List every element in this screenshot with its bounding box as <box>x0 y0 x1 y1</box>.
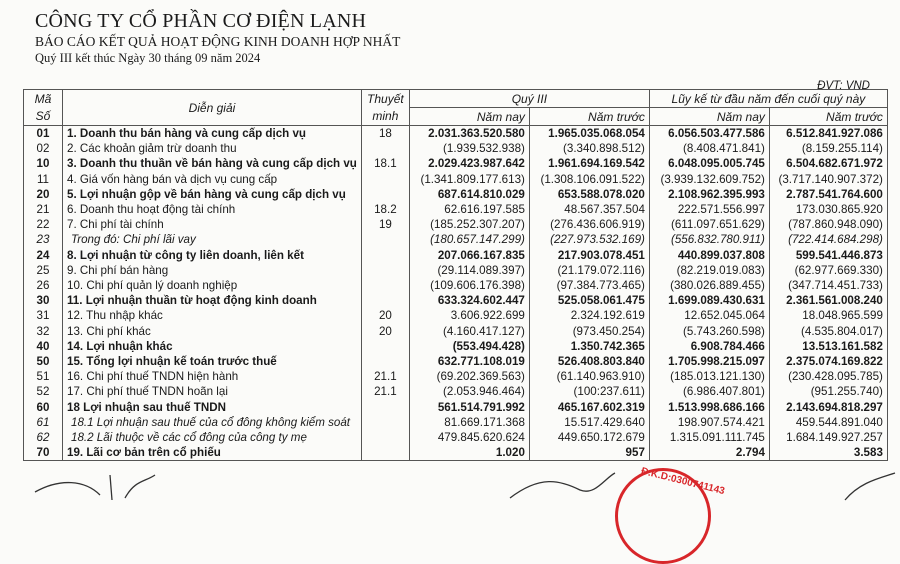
quarter-this-year-value: 81.669.171.368 <box>409 415 529 430</box>
table-row <box>24 354 888 369</box>
ytd-this-year-value: 6.056.503.477.586 <box>649 126 769 142</box>
row-label: 3. Doanh thu thuần về bán hàng và cung cấp dịch vụ <box>63 156 362 171</box>
quarter-last-year-value: (97.384.773.465) <box>529 278 649 293</box>
ytd-this-year-value: (8.408.471.841) <box>649 141 769 156</box>
row-label: Trong đó: Chi phí lãi vay <box>63 232 362 247</box>
quarter-this-year-value: (2.053.946.464) <box>409 384 529 399</box>
ytd-this-year-value: (556.832.780.911) <box>649 232 769 247</box>
quarter-this-year-value: 3.606.922.699 <box>409 308 529 323</box>
table-row <box>24 430 888 445</box>
row-label: 2. Các khoản giảm trừ doanh thu <box>63 141 362 156</box>
quarter-last-year-value: 957 <box>529 445 649 461</box>
row-note <box>361 400 409 415</box>
income-statement-table <box>23 89 888 461</box>
quarter-this-year-value: (185.252.307.207) <box>409 217 529 232</box>
row-note <box>361 339 409 354</box>
ytd-this-year-value: 198.907.574.421 <box>649 415 769 430</box>
table-row <box>24 369 888 384</box>
ytd-last-year-value: 6.512.841.927.086 <box>769 126 887 142</box>
table-row <box>24 232 888 247</box>
row-code: 26 <box>24 278 63 293</box>
row-label: 10. Chi phí quản lý doanh nghiệp <box>63 278 362 293</box>
row-code: 22 <box>24 217 63 232</box>
header-quarter-this-year: Năm nay <box>409 108 529 126</box>
row-label: 4. Giá vốn hàng bán và dịch vụ cung cấp <box>63 172 362 187</box>
header-code: Mã Số <box>24 90 63 126</box>
row-note <box>361 248 409 263</box>
signature-right <box>840 470 900 501</box>
row-label: 8. Lợi nhuận từ công ty liên doanh, liên kết <box>63 248 362 263</box>
row-code: 25 <box>24 263 63 278</box>
ytd-this-year-value: 1.315.091.111.745 <box>649 430 769 445</box>
table-row <box>24 293 888 308</box>
quarter-this-year-value: 687.614.810.029 <box>409 187 529 202</box>
table-row <box>24 278 888 293</box>
ytd-this-year-value: (185.013.121.130) <box>649 369 769 384</box>
ytd-last-year-value: 459.544.891.040 <box>769 415 887 430</box>
ytd-this-year-value: (6.986.407.801) <box>649 384 769 399</box>
header-ytd: Lũy kế từ đầu năm đến cuối quý này <box>649 90 887 108</box>
ytd-last-year-value: 599.541.446.873 <box>769 248 887 263</box>
table-row <box>24 156 888 171</box>
table-row <box>24 172 888 187</box>
ytd-this-year-value: (82.219.019.083) <box>649 263 769 278</box>
row-label: 18.2 Lãi thuộc về các cổ đông của công ty mẹ <box>63 430 362 445</box>
table-row <box>24 263 888 278</box>
row-label: 12. Thu nhập khác <box>63 308 362 323</box>
quarter-this-year-value: 62.616.197.585 <box>409 202 529 217</box>
ytd-this-year-value: (380.026.889.455) <box>649 278 769 293</box>
report-title: BÁO CÁO KẾT QUẢ HOẠT ĐỘNG KINH DOANH HỢP NHẤT <box>35 34 401 49</box>
header-ytd-last-year: Năm trước <box>769 108 887 126</box>
row-note <box>361 141 409 156</box>
row-note: 20 <box>361 308 409 323</box>
ytd-last-year-value: (722.414.684.298) <box>769 232 887 247</box>
quarter-last-year-value: (61.140.963.910) <box>529 369 649 384</box>
ytd-this-year-value: 2.794 <box>649 445 769 461</box>
quarter-last-year-value: 449.650.172.679 <box>529 430 649 445</box>
ytd-last-year-value: 2.375.074.169.822 <box>769 354 887 369</box>
ytd-last-year-value: 2.143.694.818.297 <box>769 400 887 415</box>
ytd-this-year-value: 1.705.998.215.097 <box>649 354 769 369</box>
ytd-this-year-value: 6.908.784.466 <box>649 339 769 354</box>
row-label: 13. Chi phí khác <box>63 324 362 339</box>
row-code: 60 <box>24 400 63 415</box>
row-label: 11. Lợi nhuận thuần từ hoạt động kinh doanh <box>63 293 362 308</box>
quarter-this-year-value: (29.114.089.397) <box>409 263 529 278</box>
row-code: 40 <box>24 339 63 354</box>
table-row <box>24 400 888 415</box>
quarter-this-year-value: (180.657.147.299) <box>409 232 529 247</box>
quarter-this-year-value: (69.202.369.563) <box>409 369 529 384</box>
ytd-last-year-value: (230.428.095.785) <box>769 369 887 384</box>
ytd-this-year-value: 12.652.045.064 <box>649 308 769 323</box>
row-label: 5. Lợi nhuận gộp về bán hàng và cung cấp dịch vụ <box>63 187 362 202</box>
row-note <box>361 172 409 187</box>
quarter-last-year-value: (100:237.611) <box>529 384 649 399</box>
ytd-this-year-value: 1.513.998.686.166 <box>649 400 769 415</box>
row-label: 18.1 Lợi nhuận sau thuế của cổ đông không kiểm soát <box>63 415 362 430</box>
quarter-this-year-value: 2.031.363.520.580 <box>409 126 529 142</box>
row-note: 18.2 <box>361 202 409 217</box>
table-row <box>24 445 888 461</box>
stamp-text: Đ.K.D:0300741143 <box>639 465 726 498</box>
currency-unit: ĐVT: VND <box>817 80 870 92</box>
row-label: 15. Tổng lợi nhuận kế toán trước thuế <box>63 354 362 369</box>
header-note: Thuyết minh <box>361 90 409 126</box>
row-label: 7. Chi phí tài chính <box>63 217 362 232</box>
quarter-this-year-value: (109.606.176.398) <box>409 278 529 293</box>
ytd-this-year-value: 6.048.095.005.745 <box>649 156 769 171</box>
row-label: 1. Doanh thu bán hàng và cung cấp dịch vụ <box>63 126 362 142</box>
row-code: 02 <box>24 141 63 156</box>
table-row <box>24 202 888 217</box>
row-note <box>361 187 409 202</box>
row-code: 11 <box>24 172 63 187</box>
quarter-this-year-value: (4.160.417.127) <box>409 324 529 339</box>
row-note: 18.1 <box>361 156 409 171</box>
quarter-last-year-value: (227.973.532.169) <box>529 232 649 247</box>
quarter-last-year-value: 217.903.078.451 <box>529 248 649 263</box>
quarter-this-year-value: 561.514.791.992 <box>409 400 529 415</box>
row-label: 6. Doanh thu hoạt động tài chính <box>63 202 362 217</box>
ytd-last-year-value: (787.860.948.090) <box>769 217 887 232</box>
row-code: 10 <box>24 156 63 171</box>
ytd-this-year-value: (611.097.651.629) <box>649 217 769 232</box>
quarter-last-year-value: (973.450.254) <box>529 324 649 339</box>
ytd-last-year-value: (8.159.255.114) <box>769 141 887 156</box>
row-note: 19 <box>361 217 409 232</box>
table-row <box>24 415 888 430</box>
row-label: 14. Lợi nhuận khác <box>63 339 362 354</box>
signature-left <box>30 470 170 501</box>
ytd-last-year-value: 13.513.161.582 <box>769 339 887 354</box>
ytd-last-year-value: 18.048.965.599 <box>769 308 887 323</box>
ytd-last-year-value: (4.535.804.017) <box>769 324 887 339</box>
row-note <box>361 445 409 461</box>
quarter-last-year-value: 15.517.429.640 <box>529 415 649 430</box>
row-label: 16. Chi phí thuế TNDN hiện hành <box>63 369 362 384</box>
table-row <box>24 384 888 399</box>
row-note <box>361 232 409 247</box>
table-row <box>24 339 888 354</box>
ytd-last-year-value: 1.684.149.927.257 <box>769 430 887 445</box>
row-note: 18 <box>361 126 409 142</box>
company-name: CÔNG TY CỔ PHẦN CƠ ĐIỆN LẠNH <box>35 10 367 32</box>
quarter-this-year-value: (553.494.428) <box>409 339 529 354</box>
ytd-last-year-value: 173.030.865.920 <box>769 202 887 217</box>
table-row <box>24 141 888 156</box>
row-label: 18 Lợi nhuận sau thuế TNDN <box>63 400 362 415</box>
header-quarter-last-year: Năm trước <box>529 108 649 126</box>
row-code: 32 <box>24 324 63 339</box>
table-row <box>24 126 888 142</box>
row-code: 21 <box>24 202 63 217</box>
row-code: 51 <box>24 369 63 384</box>
quarter-this-year-value: (1.341.809.177.613) <box>409 172 529 187</box>
quarter-last-year-value: (3.340.898.512) <box>529 141 649 156</box>
row-code: 24 <box>24 248 63 263</box>
row-note: 21.1 <box>361 369 409 384</box>
quarter-last-year-value: (1.308.106.091.522) <box>529 172 649 187</box>
row-note <box>361 263 409 278</box>
report-period: Quý III kết thúc Ngày 30 tháng 09 năm 2024 <box>35 51 261 65</box>
row-label: 19. Lãi cơ bản trên cổ phiếu <box>63 445 362 461</box>
ytd-last-year-value: 2.361.561.008.240 <box>769 293 887 308</box>
row-code: 01 <box>24 126 63 142</box>
table-row <box>24 187 888 202</box>
row-code: 52 <box>24 384 63 399</box>
quarter-this-year-value: 2.029.423.987.642 <box>409 156 529 171</box>
ytd-this-year-value: 2.108.962.395.993 <box>649 187 769 202</box>
quarter-last-year-value: 1.350.742.365 <box>529 339 649 354</box>
quarter-this-year-value: 632.771.108.019 <box>409 354 529 369</box>
row-code: 62 <box>24 430 63 445</box>
ytd-this-year-value: 440.899.037.808 <box>649 248 769 263</box>
ytd-this-year-value: 222.571.556.997 <box>649 202 769 217</box>
row-code: 20 <box>24 187 63 202</box>
row-note <box>361 293 409 308</box>
row-code: 31 <box>24 308 63 323</box>
quarter-this-year-value: 479.845.620.624 <box>409 430 529 445</box>
quarter-this-year-value: 633.324.602.447 <box>409 293 529 308</box>
row-note <box>361 430 409 445</box>
row-note <box>361 415 409 430</box>
ytd-last-year-value: (62.977.669.330) <box>769 263 887 278</box>
quarter-last-year-value: 48.567.357.504 <box>529 202 649 217</box>
row-code: 61 <box>24 415 63 430</box>
ytd-this-year-value: (3.939.132.609.752) <box>649 172 769 187</box>
row-label: 17. Chi phí thuế TNDN hoãn lại <box>63 384 362 399</box>
row-note <box>361 354 409 369</box>
header-quarter: Quý III <box>409 90 649 108</box>
quarter-last-year-value: 2.324.192.619 <box>529 308 649 323</box>
ytd-last-year-value: 6.504.682.671.972 <box>769 156 887 171</box>
row-note: 20 <box>361 324 409 339</box>
quarter-last-year-value: (21.179.072.116) <box>529 263 649 278</box>
quarter-last-year-value: 525.058.061.475 <box>529 293 649 308</box>
quarter-this-year-value: 207.066.167.835 <box>409 248 529 263</box>
table-row <box>24 217 888 232</box>
row-label: 9. Chi phí bán hàng <box>63 263 362 278</box>
quarter-last-year-value: 526.408.803.840 <box>529 354 649 369</box>
ytd-last-year-value: (347.714.451.733) <box>769 278 887 293</box>
quarter-this-year-value: 1.020 <box>409 445 529 461</box>
quarter-last-year-value: (276.436.606.919) <box>529 217 649 232</box>
ytd-last-year-value: 2.787.541.764.600 <box>769 187 887 202</box>
quarter-last-year-value: 1.965.035.068.054 <box>529 126 649 142</box>
ytd-last-year-value: 3.583 <box>769 445 887 461</box>
table-row <box>24 308 888 323</box>
ytd-this-year-value: 1.699.089.430.631 <box>649 293 769 308</box>
quarter-last-year-value: 653.588.078.020 <box>529 187 649 202</box>
row-code: 23 <box>24 232 63 247</box>
ytd-last-year-value: (951.255.740) <box>769 384 887 399</box>
quarter-last-year-value: 1.961.694.169.542 <box>529 156 649 171</box>
row-code: 50 <box>24 354 63 369</box>
table-row <box>24 248 888 263</box>
ytd-last-year-value: (3.717.140.907.372) <box>769 172 887 187</box>
row-code: 30 <box>24 293 63 308</box>
signature-middle <box>500 470 620 501</box>
table-row <box>24 324 888 339</box>
row-code: 70 <box>24 445 63 461</box>
quarter-last-year-value: 465.167.602.319 <box>529 400 649 415</box>
ytd-this-year-value: (5.743.260.598) <box>649 324 769 339</box>
header-description: Diễn giải <box>63 90 362 126</box>
quarter-this-year-value: (1.939.532.938) <box>409 141 529 156</box>
row-note: 21.1 <box>361 384 409 399</box>
header-ytd-this-year: Năm nay <box>649 108 769 126</box>
row-note <box>361 278 409 293</box>
